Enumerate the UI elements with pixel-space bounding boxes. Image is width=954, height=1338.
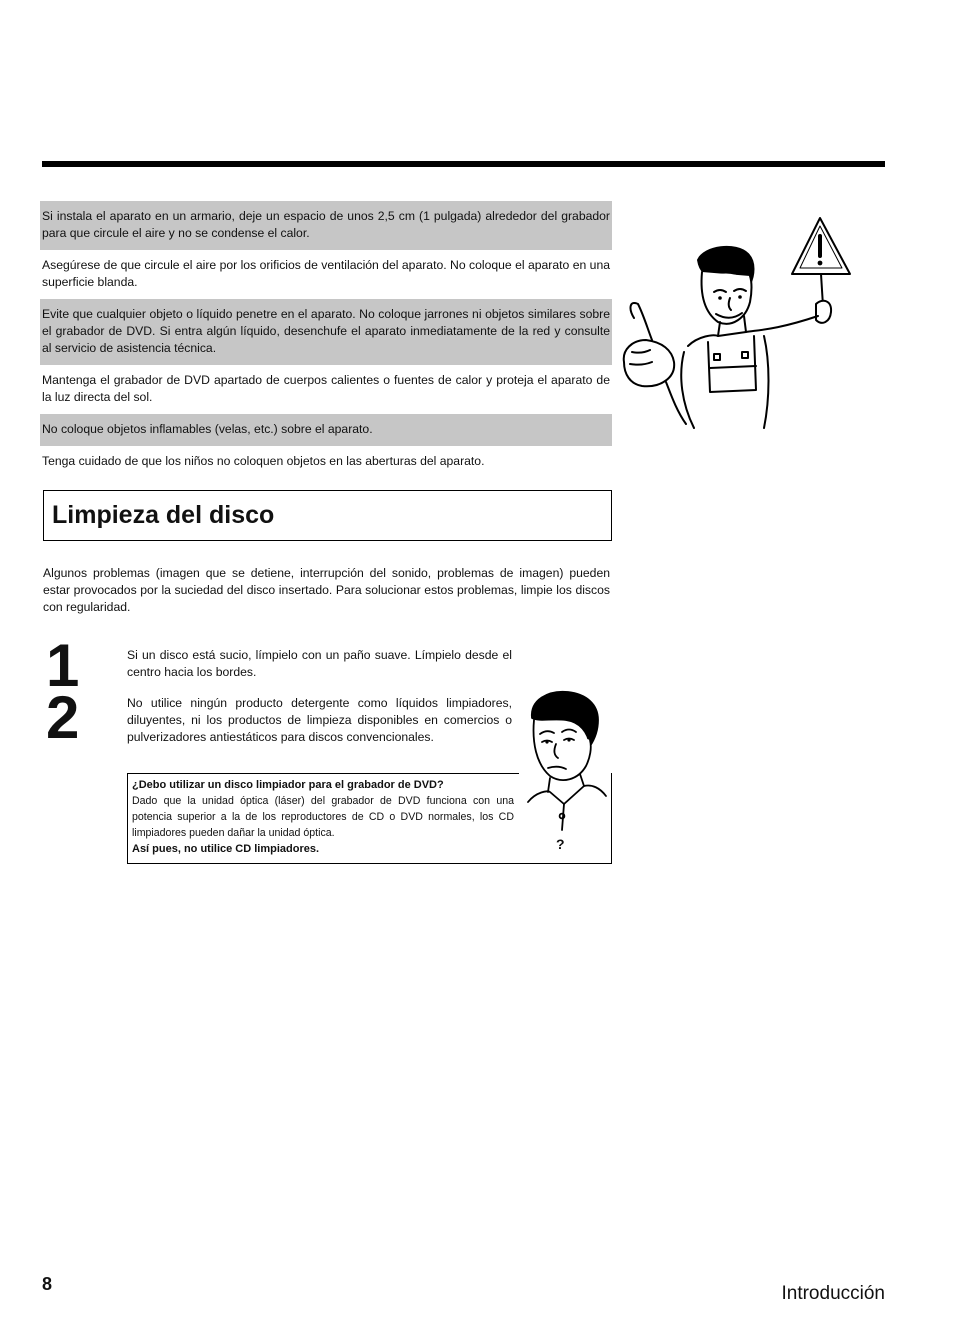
chapter-name: Introducción	[781, 1283, 885, 1304]
safety-note: No coloque objetos inflamables (velas, etc.) sobre el aparato.	[40, 414, 612, 446]
step-number: 1	[46, 632, 78, 699]
safety-note: Si instala el aparato en un armario, deje un espacio de unos 2,5 cm (1 pulgada) alrededor del grabador para que circule el aire y no se condense el calor.	[40, 201, 612, 250]
top-rule	[42, 161, 885, 167]
question-mark-icon: ?	[556, 836, 565, 852]
step-number: 2	[46, 684, 78, 751]
tip-question: ¿Debo utilizar un disco limpiador para el grabador de DVD?	[132, 779, 444, 791]
safety-notes-list	[40, 201, 612, 478]
section-intro: Algunos problemas (imagen que se detiene, interrupción del sonido, problemas de imagen) pueden estar provocados por la suciedad del disco insertado. Para solucionar estos problemas, limpie los discos con regularidad.	[43, 566, 610, 614]
safety-note: Evite que cualquier objeto o líquido penetre en el aparato. No coloque jarrones ni objetos similares sobre el grabador de DVD. Si entra algún líquido, desenchufe el aparato inmediatamente de la red y consulte al servicio de asistencia técnica.	[40, 299, 612, 365]
man-holding-warning-sign-icon	[618, 212, 858, 432]
section-title: Limpieza del disco	[52, 501, 275, 529]
section-header-box	[43, 490, 612, 541]
safety-note: Mantenga el grabador de DVD apartado de cuerpos calientes o fuentes de calor y proteja el aparato de la luz directa del sol.	[42, 373, 610, 404]
tip-box-top-line	[127, 773, 519, 774]
tip-conclusion: Así pues, no utilice CD limpiadores.	[132, 843, 320, 855]
step-text: No utilice ningún producto detergente como líquidos limpiadores, diluyentes, ni los productos de limpieza disponibles en comercios o pulverizadores antiestáticos para discos convencionales.	[127, 696, 512, 744]
step-text: Si un disco está sucio, límpielo con un paño suave. Límpielo desde el centro hacia los bordes.	[127, 648, 512, 679]
tip-body: Dado que la unidad óptica (láser) del grabador de DVD funciona con una potencia superior a la de los reproductores de CD o DVD normales, los CD limpiadores pueden dañar la unidad óptica.	[132, 795, 514, 839]
step-numbers	[46, 632, 94, 751]
safety-note: Asegúrese de que circule el aire por los orificios de ventilación del aparato. No coloque el aparato en una superficie blanda.	[42, 258, 610, 289]
tip-content	[132, 777, 514, 857]
step-list	[127, 647, 512, 760]
tip-box	[127, 773, 612, 864]
safety-note: Tenga cuidado de que los niños no coloquen objetos en las aberturas del aparato.	[42, 454, 485, 468]
page-number: 8	[42, 1274, 53, 1294]
